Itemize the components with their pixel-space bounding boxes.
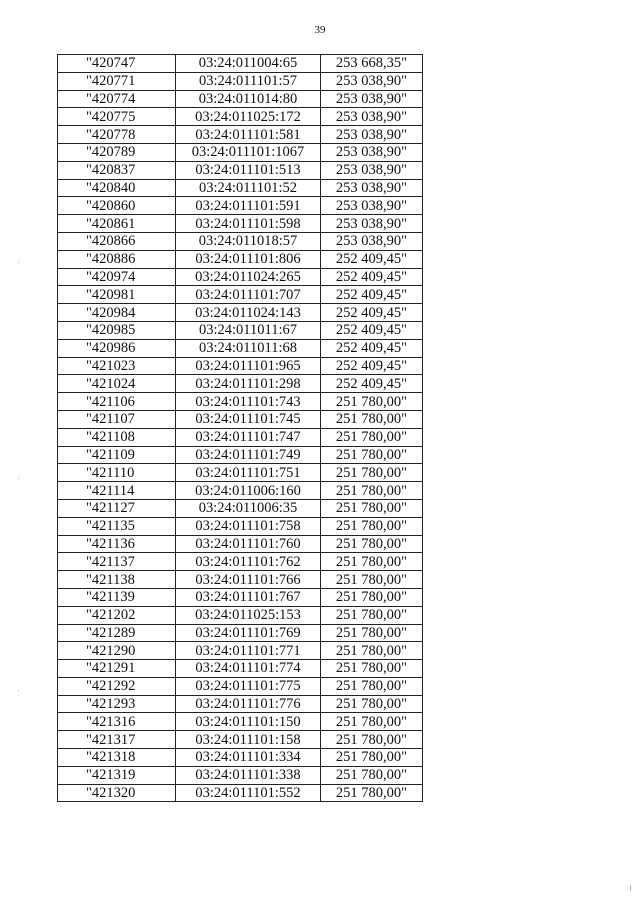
cadastral-number-cell: 03:24:011101:758 <box>176 517 321 535</box>
value-cell: 252 409,45" <box>321 268 423 286</box>
table-row <box>58 624 423 642</box>
row-id-cell: "421139 <box>58 588 176 606</box>
table-row <box>58 143 423 161</box>
value-cell: 252 409,45" <box>321 304 423 322</box>
table-row <box>58 677 423 695</box>
table-row <box>58 695 423 713</box>
row-id-cell: "420974 <box>58 268 176 286</box>
row-id-cell: "421135 <box>58 517 176 535</box>
value-cell: 252 409,45" <box>321 250 423 268</box>
table-row <box>58 766 423 784</box>
value-cell: 251 780,00" <box>321 642 423 660</box>
cadastral-number-cell: 03:24:011025:153 <box>176 606 321 624</box>
table-row <box>58 410 423 428</box>
row-id-cell: "421107 <box>58 410 176 428</box>
cadastral-number-cell: 03:24:011024:265 <box>176 268 321 286</box>
value-cell: 251 780,00" <box>321 464 423 482</box>
cadastral-number-cell: 03:24:011101:806 <box>176 250 321 268</box>
table-row <box>58 215 423 233</box>
value-cell: 251 780,00" <box>321 499 423 517</box>
cadastral-number-cell: 03:24:011101:298 <box>176 375 321 393</box>
table-row <box>58 304 423 322</box>
cadastral-number-cell: 03:24:011101:150 <box>176 713 321 731</box>
value-cell: 253 038,90" <box>321 197 423 215</box>
table-row <box>58 90 423 108</box>
cadastral-number-cell: 03:24:011101:52 <box>176 179 321 197</box>
cadastral-number-cell: 03:24:011014:80 <box>176 90 321 108</box>
table-row <box>58 55 423 73</box>
cadastral-number-cell: 03:24:011011:67 <box>176 321 321 339</box>
value-cell: 251 780,00" <box>321 446 423 464</box>
row-id-cell: "421293 <box>58 695 176 713</box>
row-id-cell: "420861 <box>58 215 176 233</box>
row-id-cell: "421317 <box>58 731 176 749</box>
value-cell: 252 409,45" <box>321 357 423 375</box>
value-cell: 251 780,00" <box>321 535 423 553</box>
value-cell: 251 780,00" <box>321 749 423 767</box>
table-row <box>58 179 423 197</box>
value-cell: 251 780,00" <box>321 695 423 713</box>
cadastral-number-cell: 03:24:011101:1067 <box>176 143 321 161</box>
cadastral-number-cell: 03:24:011101:513 <box>176 161 321 179</box>
cadastral-number-cell: 03:24:011004:65 <box>176 55 321 73</box>
cadastral-number-cell: 03:24:011101:743 <box>176 393 321 411</box>
cadastral-number-cell: 03:24:011101:771 <box>176 642 321 660</box>
value-cell: 252 409,45" <box>321 286 423 304</box>
registry-table <box>57 54 423 802</box>
table-row <box>58 499 423 517</box>
table-row <box>58 606 423 624</box>
scan-speck <box>18 262 19 263</box>
value-cell: 251 780,00" <box>321 731 423 749</box>
cadastral-number-cell: 03:24:011025:172 <box>176 108 321 126</box>
cadastral-number-cell: 03:24:011101:57 <box>176 72 321 90</box>
table-row <box>58 731 423 749</box>
value-cell: 251 780,00" <box>321 571 423 589</box>
cadastral-number-cell: 03:24:011101:749 <box>176 446 321 464</box>
table-row <box>58 713 423 731</box>
cadastral-number-cell: 03:24:011101:965 <box>176 357 321 375</box>
table-row <box>58 571 423 589</box>
row-id-cell: "420866 <box>58 232 176 250</box>
cadastral-number-cell: 03:24:011101:769 <box>176 624 321 642</box>
cadastral-number-cell: 03:24:011101:747 <box>176 428 321 446</box>
row-id-cell: "421318 <box>58 749 176 767</box>
cadastral-number-cell: 03:24:011101:158 <box>176 731 321 749</box>
table-row <box>58 482 423 500</box>
row-id-cell: "420986 <box>58 339 176 357</box>
cadastral-number-cell: 03:24:011018:57 <box>176 232 321 250</box>
page-number: 39 <box>314 24 326 36</box>
row-id-cell: "421292 <box>58 677 176 695</box>
table-row <box>58 197 423 215</box>
row-id-cell: "421108 <box>58 428 176 446</box>
row-id-cell: "421291 <box>58 660 176 678</box>
value-cell: 251 780,00" <box>321 482 423 500</box>
value-cell: 251 780,00" <box>321 588 423 606</box>
row-id-cell: "420774 <box>58 90 176 108</box>
row-id-cell: "420747 <box>58 55 176 73</box>
cadastral-number-cell: 03:24:011101:751 <box>176 464 321 482</box>
scan-speck <box>630 885 631 891</box>
value-cell: 253 038,90" <box>321 215 423 233</box>
row-id-cell: "420860 <box>58 197 176 215</box>
value-cell: 253 038,90" <box>321 126 423 144</box>
value-cell: 252 409,45" <box>321 339 423 357</box>
value-cell: 253 668,35" <box>321 55 423 73</box>
value-cell: 253 038,90" <box>321 232 423 250</box>
value-cell: 253 038,90" <box>321 143 423 161</box>
value-cell: 253 038,90" <box>321 161 423 179</box>
table-row <box>58 161 423 179</box>
row-id-cell: "420775 <box>58 108 176 126</box>
row-id-cell: "420771 <box>58 72 176 90</box>
cadastral-number-cell: 03:24:011101:767 <box>176 588 321 606</box>
value-cell: 253 038,90" <box>321 179 423 197</box>
cadastral-number-cell: 03:24:011011:68 <box>176 339 321 357</box>
value-cell: 251 780,00" <box>321 553 423 571</box>
value-cell: 252 409,45" <box>321 375 423 393</box>
value-cell: 251 780,00" <box>321 393 423 411</box>
table-row <box>58 446 423 464</box>
table-row <box>58 126 423 144</box>
scan-speck <box>18 478 19 479</box>
cadastral-number-cell: 03:24:011101:581 <box>176 126 321 144</box>
row-id-cell: "420837 <box>58 161 176 179</box>
row-id-cell: "421106 <box>58 393 176 411</box>
row-id-cell: "420984 <box>58 304 176 322</box>
row-id-cell: "421319 <box>58 766 176 784</box>
value-cell: 251 780,00" <box>321 660 423 678</box>
cadastral-number-cell: 03:24:011101:591 <box>176 197 321 215</box>
cadastral-number-cell: 03:24:011101:774 <box>176 660 321 678</box>
row-id-cell: "420789 <box>58 143 176 161</box>
cadastral-number-cell: 03:24:011101:766 <box>176 571 321 589</box>
cadastral-number-cell: 03:24:011101:760 <box>176 535 321 553</box>
row-id-cell: "421127 <box>58 499 176 517</box>
row-id-cell: "421110 <box>58 464 176 482</box>
value-cell: 251 780,00" <box>321 766 423 784</box>
table-row <box>58 286 423 304</box>
scan-speck <box>18 690 19 691</box>
row-id-cell: "421202 <box>58 606 176 624</box>
table-row <box>58 553 423 571</box>
table-row <box>58 357 423 375</box>
table-row <box>58 339 423 357</box>
value-cell: 253 038,90" <box>321 108 423 126</box>
value-cell: 251 780,00" <box>321 624 423 642</box>
cadastral-number-cell: 03:24:011101:762 <box>176 553 321 571</box>
value-cell: 252 409,45" <box>321 321 423 339</box>
row-id-cell: "421320 <box>58 784 176 802</box>
table-row <box>58 268 423 286</box>
cadastral-number-cell: 03:24:011101:334 <box>176 749 321 767</box>
row-id-cell: "420886 <box>58 250 176 268</box>
table-row <box>58 393 423 411</box>
value-cell: 251 780,00" <box>321 713 423 731</box>
row-id-cell: "421109 <box>58 446 176 464</box>
table-row <box>58 642 423 660</box>
cadastral-number-cell: 03:24:011024:143 <box>176 304 321 322</box>
table-row <box>58 375 423 393</box>
cadastral-number-cell: 03:24:011006:160 <box>176 482 321 500</box>
table-row <box>58 72 423 90</box>
table-row <box>58 784 423 802</box>
table-row <box>58 108 423 126</box>
row-id-cell: "420840 <box>58 179 176 197</box>
value-cell: 251 780,00" <box>321 784 423 802</box>
row-id-cell: "421138 <box>58 571 176 589</box>
row-id-cell: "420778 <box>58 126 176 144</box>
value-cell: 251 780,00" <box>321 606 423 624</box>
value-cell: 251 780,00" <box>321 517 423 535</box>
table-row <box>58 588 423 606</box>
cadastral-number-cell: 03:24:011101:775 <box>176 677 321 695</box>
row-id-cell: "421114 <box>58 482 176 500</box>
row-id-cell: "421024 <box>58 375 176 393</box>
table-row <box>58 749 423 767</box>
table-row <box>58 464 423 482</box>
row-id-cell: "421290 <box>58 642 176 660</box>
cadastral-number-cell: 03:24:011101:776 <box>176 695 321 713</box>
cadastral-number-cell: 03:24:011101:552 <box>176 784 321 802</box>
table-row <box>58 428 423 446</box>
table-row <box>58 321 423 339</box>
cadastral-number-cell: 03:24:011006:35 <box>176 499 321 517</box>
cadastral-number-cell: 03:24:011101:707 <box>176 286 321 304</box>
row-id-cell: "421289 <box>58 624 176 642</box>
value-cell: 253 038,90" <box>321 90 423 108</box>
cadastral-number-cell: 03:24:011101:598 <box>176 215 321 233</box>
table-row <box>58 232 423 250</box>
table-row <box>58 660 423 678</box>
row-id-cell: "421136 <box>58 535 176 553</box>
value-cell: 251 780,00" <box>321 677 423 695</box>
cadastral-number-cell: 03:24:011101:338 <box>176 766 321 784</box>
value-cell: 253 038,90" <box>321 72 423 90</box>
table-row <box>58 250 423 268</box>
row-id-cell: "421023 <box>58 357 176 375</box>
table-row <box>58 517 423 535</box>
cadastral-number-cell: 03:24:011101:745 <box>176 410 321 428</box>
value-cell: 251 780,00" <box>321 428 423 446</box>
registry-table-body <box>58 55 423 802</box>
table-row <box>58 535 423 553</box>
row-id-cell: "421316 <box>58 713 176 731</box>
row-id-cell: "420985 <box>58 321 176 339</box>
row-id-cell: "420981 <box>58 286 176 304</box>
row-id-cell: "421137 <box>58 553 176 571</box>
value-cell: 251 780,00" <box>321 410 423 428</box>
